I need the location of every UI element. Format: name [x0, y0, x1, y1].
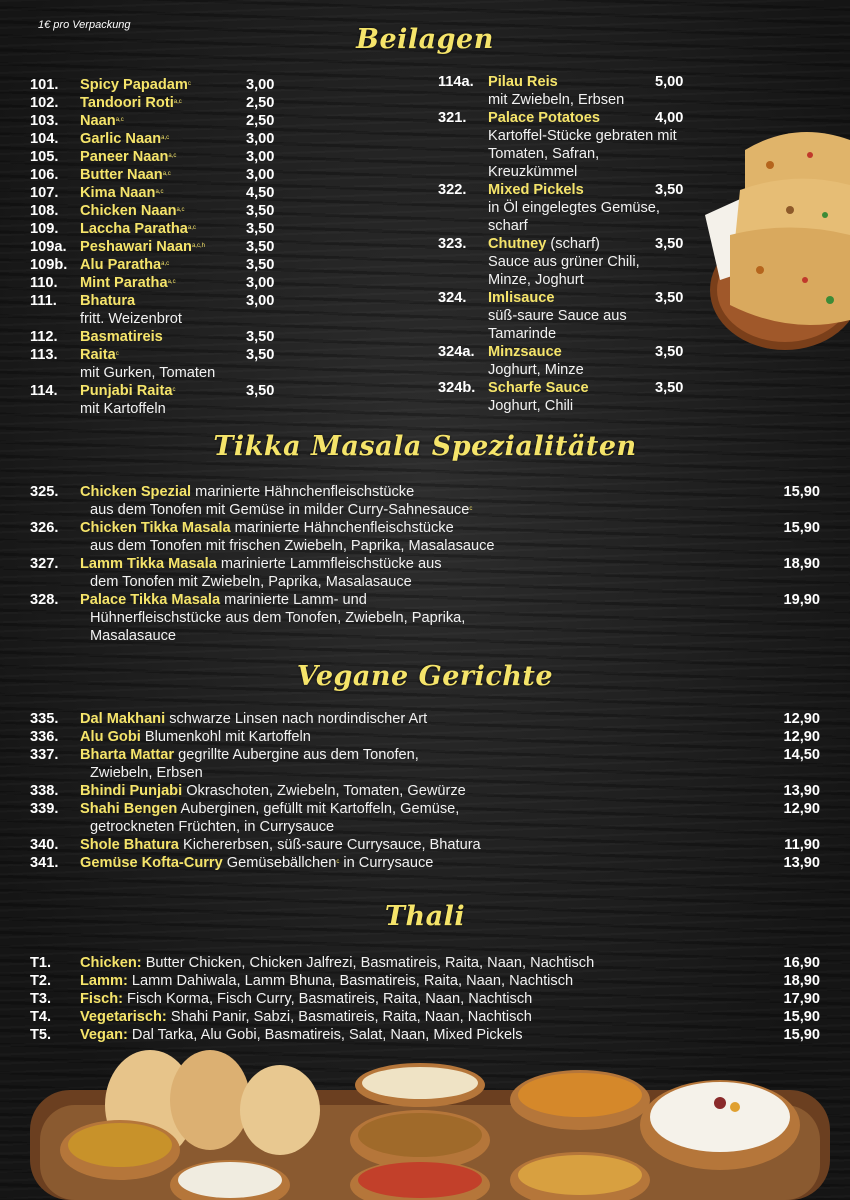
- menu-item: [438, 73, 698, 109]
- item-description: Okraschoten, Zwiebeln, Tomaten, Gewürze: [182, 783, 466, 799]
- item-name: Minzsauce: [488, 344, 562, 360]
- menu-item: [30, 591, 820, 645]
- item-description: Fisch Korma, Fisch Curry, Basmatireis, Raita, Naan, Nachtisch: [122, 991, 533, 1007]
- item-name: Chicken Naan: [80, 203, 177, 219]
- item-number: 341.: [30, 855, 59, 871]
- menu-item: [438, 109, 698, 181]
- item-line: [80, 483, 745, 501]
- item-description: marinierte Lammfleischstücke aus: [216, 556, 442, 572]
- item-number: 112.: [30, 329, 58, 345]
- item-name: Shahi Bengen: [80, 801, 178, 817]
- item-name: Kima Naan: [80, 185, 156, 201]
- item-number: T3.: [30, 991, 52, 1007]
- item-price: 13,90: [783, 855, 820, 871]
- item-number: 321.: [438, 110, 467, 126]
- item-number: 336.: [30, 729, 59, 745]
- menu-item: [30, 854, 820, 872]
- item-name: Dal Makhani: [80, 711, 166, 727]
- item-description: Joghurt, Chili: [488, 398, 574, 414]
- menu-item: [30, 519, 820, 555]
- item-name: Alu Gobi: [80, 729, 141, 745]
- menu-item: [30, 76, 290, 94]
- item-name: Lamm Tikka Masala: [80, 556, 217, 572]
- item-number: 326.: [30, 520, 59, 536]
- item-price: 3,50: [246, 239, 275, 255]
- allergen-code: c: [336, 859, 340, 865]
- item-line: [80, 591, 745, 609]
- item-price: 12,90: [783, 729, 820, 745]
- item-number: T5.: [30, 1027, 52, 1043]
- item-description: Joghurt, Minze: [488, 362, 584, 378]
- item-name: Vegetarisch:: [80, 1009, 167, 1025]
- item-line: [80, 746, 745, 764]
- item-price: 13,90: [783, 783, 820, 799]
- item-price: 2,50: [246, 113, 275, 129]
- item-price: 18,90: [783, 556, 820, 572]
- menu-item: [30, 112, 290, 130]
- menu-item: [30, 710, 820, 728]
- item-price: 15,90: [783, 484, 820, 500]
- menu-item: [30, 954, 820, 972]
- allergen-code: c: [172, 387, 176, 393]
- menu-item: [30, 220, 290, 238]
- item-name: Alu Paratha: [80, 257, 162, 273]
- item-number: 109.: [30, 221, 59, 237]
- item-name: Scharfe Sauce: [488, 380, 589, 396]
- section-title-beilagen: Beilagen: [356, 24, 494, 55]
- item-price: 19,90: [783, 592, 820, 608]
- item-description: in Öl eingelegtes Gemüse, scharf: [488, 200, 660, 234]
- item-description: marinierte Lamm- und: [220, 592, 367, 608]
- item-line: [80, 519, 745, 537]
- item-description: Kartoffel-Stücke gebraten mit Tomaten, Safran, Kreuzkümmel: [488, 128, 677, 180]
- menu-item: [30, 346, 290, 382]
- menu-item: [30, 382, 290, 418]
- item-line: [80, 972, 745, 990]
- item-line: [80, 555, 745, 573]
- item-description: Blumenkohl mit Kartoffeln: [140, 729, 311, 745]
- item-name: Imlisauce: [488, 290, 555, 306]
- item-description: mit Kartoffeln: [80, 401, 166, 417]
- section-title-vegan: Vegane Gerichte: [296, 661, 554, 692]
- allergen-code: a,c: [187, 225, 196, 231]
- item-price: 12,90: [783, 711, 820, 727]
- item-price: 15,90: [783, 1009, 820, 1025]
- item-price: 3,50: [655, 236, 684, 252]
- item-description: Dal Tarka, Alu Gobi, Basmatireis, Salat, Naan, Mixed Pickels: [127, 1027, 523, 1043]
- item-name: Lamm:: [80, 973, 128, 989]
- item-line: [80, 990, 745, 1008]
- allergen-code: a,c: [161, 261, 170, 267]
- menu-item: [30, 728, 820, 746]
- item-price: 3,50: [655, 344, 684, 360]
- item-number: 114a.: [438, 74, 474, 90]
- allergen-code: c: [115, 351, 119, 357]
- menu-item: [30, 483, 820, 519]
- item-name: Naan: [80, 113, 116, 129]
- section-title-tikka: Tikka Masala Spezialitäten: [213, 431, 637, 462]
- item-number: 113.: [30, 347, 58, 363]
- menu-item: [30, 256, 290, 274]
- item-number: 327.: [30, 556, 59, 572]
- packaging-note: 1€ pro Verpackung: [38, 19, 131, 31]
- item-description-continued: Masalasauce: [90, 628, 176, 644]
- menu-item: [30, 328, 290, 346]
- allergen-code: a,c: [161, 135, 170, 141]
- allergen-code: c: [469, 506, 473, 512]
- item-number: 104.: [30, 131, 59, 147]
- item-price: 3,50: [246, 257, 275, 273]
- item-number: 335.: [30, 711, 59, 727]
- item-number: 337.: [30, 747, 59, 763]
- item-number: 109b.: [30, 257, 68, 273]
- menu-item: [30, 94, 290, 112]
- item-description: Gemüsebällchen: [222, 855, 337, 871]
- menu-item: [30, 238, 290, 256]
- item-description: Shahi Panir, Sabzi, Basmatireis, Raita, Naan, Nachtisch: [166, 1009, 532, 1025]
- thali-dishes-image: [30, 1045, 830, 1200]
- item-name: Chicken:: [80, 955, 142, 971]
- vegan-list: [30, 710, 820, 872]
- item-description: Butter Chicken, Chicken Jalfrezi, Basmatireis, Raita, Naan, Nachtisch: [141, 955, 595, 971]
- item-note: (scharf): [546, 236, 600, 252]
- item-name: Chicken Tikka Masala: [80, 520, 231, 536]
- item-name: Bhindi Punjabi: [80, 783, 183, 799]
- menu-item: [30, 1026, 820, 1044]
- item-description: Sauce aus grüner Chili, Minze, Joghurt: [488, 254, 640, 288]
- item-number: 102.: [30, 95, 59, 111]
- item-price: 16,90: [783, 955, 820, 971]
- item-description-continued: Hühnerfleischstücke aus dem Tonofen, Zwiebeln, Paprika,: [90, 610, 466, 626]
- item-name: Bhatura: [80, 293, 136, 309]
- menu-item: [30, 148, 290, 166]
- menu-item: [30, 202, 290, 220]
- menu-item: [30, 184, 290, 202]
- item-number: 103.: [30, 113, 59, 129]
- item-price: 4,50: [246, 185, 275, 201]
- item-line: [80, 782, 745, 800]
- item-number: 322.: [438, 182, 467, 198]
- item-price: 15,90: [783, 1027, 820, 1043]
- item-description: gegrillte Aubergine aus dem Tonofen,: [174, 747, 419, 763]
- item-number: 325.: [30, 484, 59, 500]
- item-name: Butter Naan: [80, 167, 163, 183]
- item-name: Paneer Naan: [80, 149, 169, 165]
- menu-item: [30, 1008, 820, 1026]
- menu-item: [438, 343, 698, 379]
- item-number: 324a.: [438, 344, 475, 360]
- allergen-code: a,c: [155, 189, 164, 195]
- item-description: in Currysauce: [339, 855, 434, 871]
- allergen-code: a,c: [115, 117, 124, 123]
- item-name: Palace Potatoes: [488, 110, 600, 126]
- item-price: 18,90: [783, 973, 820, 989]
- item-number: T4.: [30, 1009, 52, 1025]
- item-price: 14,50: [783, 747, 820, 763]
- item-line: [80, 836, 745, 854]
- beilagen-right-column: [438, 73, 698, 415]
- item-number: T2.: [30, 973, 52, 989]
- item-name: Mixed Pickels: [488, 182, 584, 198]
- item-number: 338.: [30, 783, 59, 799]
- allergen-code: a,c: [173, 99, 182, 105]
- menu-item: [438, 181, 698, 235]
- item-number: 323.: [438, 236, 467, 252]
- item-name: Punjabi Raita: [80, 383, 173, 399]
- allergen-code: a,c: [167, 279, 176, 285]
- item-line: [80, 1026, 745, 1044]
- item-price: 3,50: [246, 329, 275, 345]
- menu-item: [30, 800, 820, 836]
- allergen-code: a,c,h: [191, 243, 205, 249]
- item-description: fritt. Weizenbrot: [80, 311, 182, 327]
- item-name: Peshawari Naan: [80, 239, 192, 255]
- item-description: süß-saure Sauce aus Tamarinde: [488, 308, 627, 342]
- allergen-code: a,c: [162, 171, 171, 177]
- menu-item: [438, 289, 698, 343]
- item-number: 324b.: [438, 380, 476, 396]
- item-number: 107.: [30, 185, 59, 201]
- item-price: 17,90: [783, 991, 820, 1007]
- item-price: 15,90: [783, 520, 820, 536]
- item-price: 3,00: [246, 167, 275, 183]
- item-price: 3,50: [246, 347, 275, 363]
- item-name: Garlic Naan: [80, 131, 162, 147]
- item-price: 3,00: [246, 275, 275, 291]
- item-number: T1.: [30, 955, 52, 971]
- item-price: 3,50: [246, 383, 275, 399]
- item-price: 3,50: [246, 221, 275, 237]
- item-number: 108.: [30, 203, 59, 219]
- item-number: 106.: [30, 167, 59, 183]
- item-name: Raita: [80, 347, 116, 363]
- item-description: Lamm Dahiwala, Lamm Bhuna, Basmatireis, Raita, Naan, Nachtisch: [127, 973, 574, 989]
- item-price: 11,90: [784, 837, 820, 853]
- menu-item: [30, 292, 290, 328]
- item-name: Tandoori Roti: [80, 95, 174, 111]
- item-line: [80, 1008, 745, 1026]
- item-name: Shole Bhatura: [80, 837, 179, 853]
- menu-item: [30, 274, 290, 292]
- menu-item: [30, 836, 820, 854]
- beilagen-left-column: [30, 76, 290, 418]
- item-name: Bharta Mattar: [80, 747, 175, 763]
- item-number: 339.: [30, 801, 59, 817]
- item-price: 3,50: [655, 290, 684, 306]
- item-description: mit Zwiebeln, Erbsen: [488, 92, 625, 108]
- item-name: Fisch:: [80, 991, 123, 1007]
- item-name: Pilau Reis: [488, 74, 558, 90]
- menu-item: [30, 782, 820, 800]
- item-description-continued: Zwiebeln, Erbsen: [90, 765, 203, 781]
- naan-basket-image: [700, 120, 850, 365]
- item-price: 3,50: [655, 380, 684, 396]
- item-number: 114.: [30, 383, 58, 399]
- item-name: Chicken Spezial: [80, 484, 192, 500]
- item-name: Basmatireis: [80, 329, 163, 345]
- menu-item: [30, 555, 820, 591]
- tikka-list: [30, 483, 820, 645]
- item-number: 328.: [30, 592, 59, 608]
- menu-item: [30, 166, 290, 184]
- item-number: 105.: [30, 149, 59, 165]
- item-price: 4,00: [655, 110, 684, 126]
- item-line: [80, 728, 745, 746]
- item-line: [80, 800, 745, 818]
- item-price: 3,00: [246, 293, 275, 309]
- item-line: [80, 954, 745, 972]
- menu-item: [30, 130, 290, 148]
- allergen-code: c: [187, 81, 191, 87]
- section-title-thali: Thali: [384, 901, 466, 932]
- item-price: 2,50: [246, 95, 275, 111]
- item-price: 3,50: [246, 203, 275, 219]
- menu-item: [30, 746, 820, 782]
- item-number: 109a.: [30, 239, 67, 255]
- item-line: [80, 854, 745, 872]
- item-number: 110.: [30, 275, 58, 291]
- item-description: mit Gurken, Tomaten: [80, 365, 216, 381]
- menu-item: [30, 972, 820, 990]
- item-name: Palace Tikka Masala: [80, 592, 221, 608]
- item-description: marinierte Hähnchenfleischstücke: [191, 484, 415, 500]
- item-name: Mint Paratha: [80, 275, 168, 291]
- item-name: Chutney: [488, 236, 547, 252]
- item-description: Auberginen, gefüllt mit Kartoffeln, Gemüse,: [177, 801, 460, 817]
- allergen-code: a,c: [168, 153, 177, 159]
- item-name: Laccha Paratha: [80, 221, 188, 237]
- item-description-continued: getrockneten Früchten, in Currysauce: [90, 819, 335, 835]
- menu-item: [30, 990, 820, 1008]
- item-description: schwarze Linsen nach nordindischer Art: [165, 711, 428, 727]
- item-description: marinierte Hähnchenfleischstücke: [230, 520, 454, 536]
- item-name: Vegan:: [80, 1027, 128, 1043]
- item-name: Gemüse Kofta-Curry: [80, 855, 223, 871]
- menu-item: [438, 379, 698, 415]
- allergen-code: a,c: [176, 207, 185, 213]
- item-name: Spicy Papadam: [80, 77, 188, 93]
- item-price: 5,00: [655, 74, 684, 90]
- item-description-continued: aus dem Tonofen mit Gemüse in milder Curry-Sahnesauce$^c$: [90, 502, 473, 518]
- item-description-continued: aus dem Tonofen mit frischen Zwiebeln, Paprika, Masalasauce: [90, 538, 495, 554]
- item-number: 101.: [30, 77, 59, 93]
- item-price: 3,50: [655, 182, 684, 198]
- item-description-continued: dem Tonofen mit Zwiebeln, Paprika, Masalasauce: [90, 574, 412, 590]
- item-price: 3,00: [246, 149, 275, 165]
- item-price: 3,00: [246, 131, 275, 147]
- item-price: 12,90: [783, 801, 820, 817]
- item-number: 324.: [438, 290, 467, 306]
- item-line: [80, 710, 745, 728]
- thali-list: [30, 954, 820, 1044]
- item-price: 3,00: [246, 77, 275, 93]
- menu-item: [438, 235, 698, 289]
- item-description: Kichererbsen, süß-saure Currysauce, Bhatura: [178, 837, 481, 853]
- item-number: 340.: [30, 837, 59, 853]
- item-number: 111.: [30, 293, 57, 309]
